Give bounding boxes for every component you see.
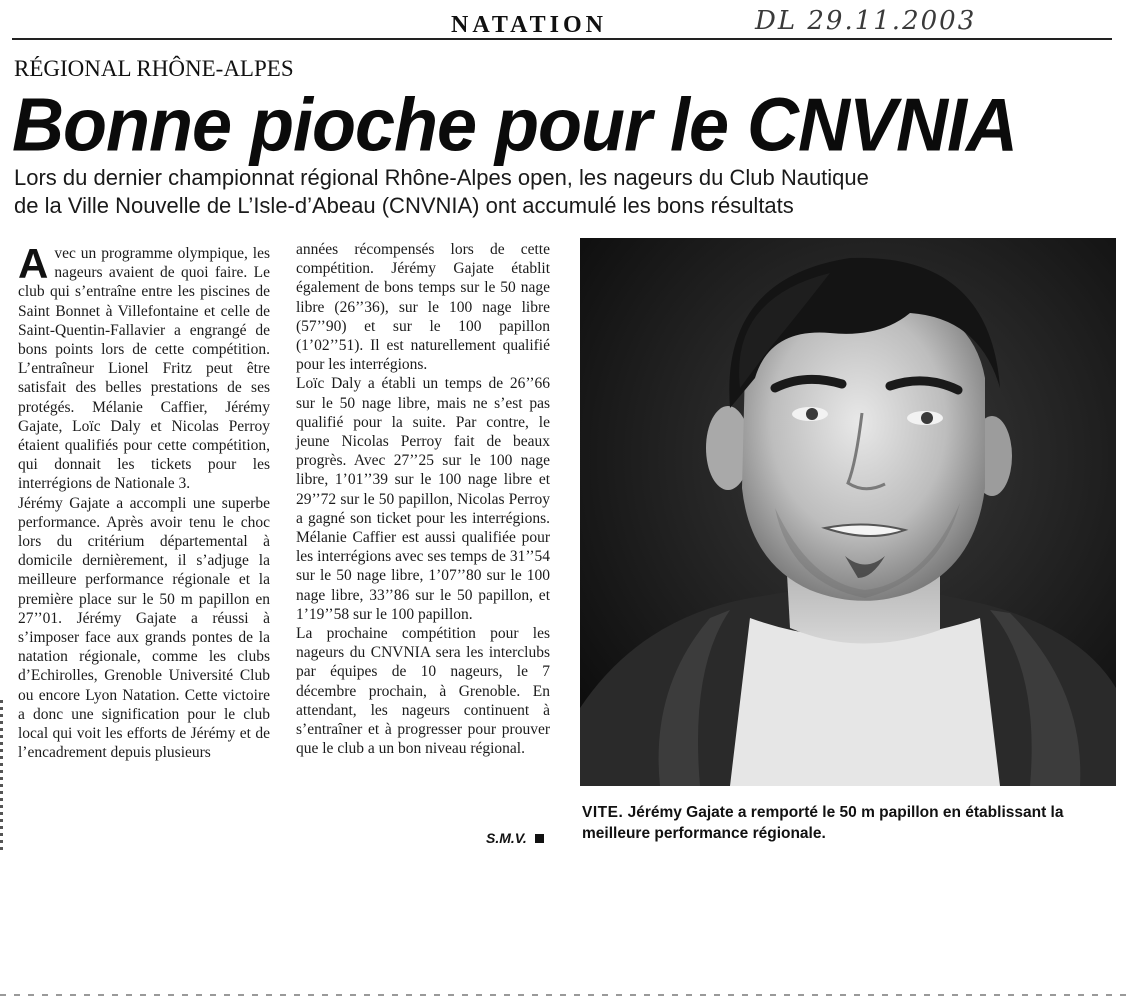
header-rule (12, 38, 1112, 40)
section-rubric: NATATION (451, 12, 608, 38)
caption-text: Jérémy Gajate a remporté le 50 m papillon en établissant la meilleure performance régionale. (582, 804, 1064, 842)
article-kicker: RÉGIONAL RHÔNE-ALPES (14, 56, 294, 81)
body-paragraph: Loïc Daly a établi un temps de 26’’66 sur le 50 nage libre, mais ne s’est pas qualifié pour la suite. Par contre, le jeune Nicolas Perroy fait de beaux progrès. Avec 27’’25 sur le 100 nage libre, 1’01’’39 sur le 100 nage libre et 29’’72 sur le 50 papillon, Nicolas Perroy a gagné son ticket pour les interrégions. Mélanie Caffier est aussi qualifiée pour les interrégions avec ses temps de 31’’54 sur le 50 nage libre, 1’07’’80 sur le 100 nage libre, 33’’86 sur le 50 papillon, et 1’19’’58 sur le 100 papillon. (296, 375, 550, 623)
body-paragraph: Jérémy Gajate a accompli une superbe performance. Après avoir tenu le choc lors du critérium départemental à domicile dernièrement, il s’adjuge la meilleure performance régionale et la première place sur le 50 m papillon en 27’’01. Jérémy Gajate a réussi à s’imposer face aux grands pontes de la natation régionale, comme les clubs d’Echirolles, Grenoble Université Club ou encore Lyon Natation. Cette victoire a donc une signification pour le club local qui voit les efforts de Jérémy et de l’encadrement depuis plusieurs (18, 494, 270, 762)
handwritten-date: DL 29.11.2003 (755, 6, 977, 36)
body-paragraph: années récompensés lors de cette compétition. Jérémy Gajate établit également de bons temps sur le 50 nage libre (26’’36), sur le 100 nage libre (57’’90) et sur le 100 papillon (1’02’’51). Il est naturellement qualifié pour les interrégions. (296, 241, 550, 374)
scan-left-edge-artifact (0, 700, 3, 850)
article-headline: Bonne pioche pour le CNVNIA (12, 83, 1018, 168)
photo-caption (582, 802, 1122, 844)
scan-bottom-edge-artifact (0, 994, 1131, 996)
portrait-illustration (580, 238, 1116, 786)
standfirst-line: Lors du dernier championnat régional Rhône-Alpes open, les nageurs du Club Nautique (14, 165, 869, 190)
body-paragraph-text: vec un programme olympique, les nageurs avaient de quoi faire. Le club qui s’entraîne entre les piscines de Saint Bonnet à Villefontaine et celle de Saint-Quentin-Fallavier a engrangé de bons points lors de cette compétition. L’entraîneur Lionel Fritz peut être satisfait des belles prestations de ses protégés. Mélanie Caffier, Jérémy Gajate, Loïc Daly et Nicolas Perroy étaient qualifiés pour cette compétition, qui donnait les tickets pour les interrégions de Nationale 3. (18, 245, 270, 493)
article-column-1 (18, 240, 270, 762)
end-mark-square (535, 834, 544, 843)
signature-text: S.M.V. (486, 830, 527, 846)
article-standfirst (14, 164, 1074, 220)
body-paragraph: La prochaine compétition pour les nageurs du CNVNIA sera les interclubs par équipes de 10 nageurs, le 7 décembre prochain, à Grenoble. En attendant, les nageurs continuent à s’entraîner et à progresser pour prouver que le club a un bon niveau régional. (296, 625, 550, 758)
standfirst-line: de la Ville Nouvelle de L’Isle-d’Abeau (CNVNIA) ont accumulé les bons résultats (14, 193, 794, 218)
body-paragraph (18, 240, 270, 494)
drop-cap: A (18, 240, 49, 287)
swimmer-portrait-photo (580, 238, 1116, 786)
article-column-2 (296, 240, 550, 758)
caption-lead: VITE. (582, 804, 624, 821)
author-signature (486, 830, 544, 846)
